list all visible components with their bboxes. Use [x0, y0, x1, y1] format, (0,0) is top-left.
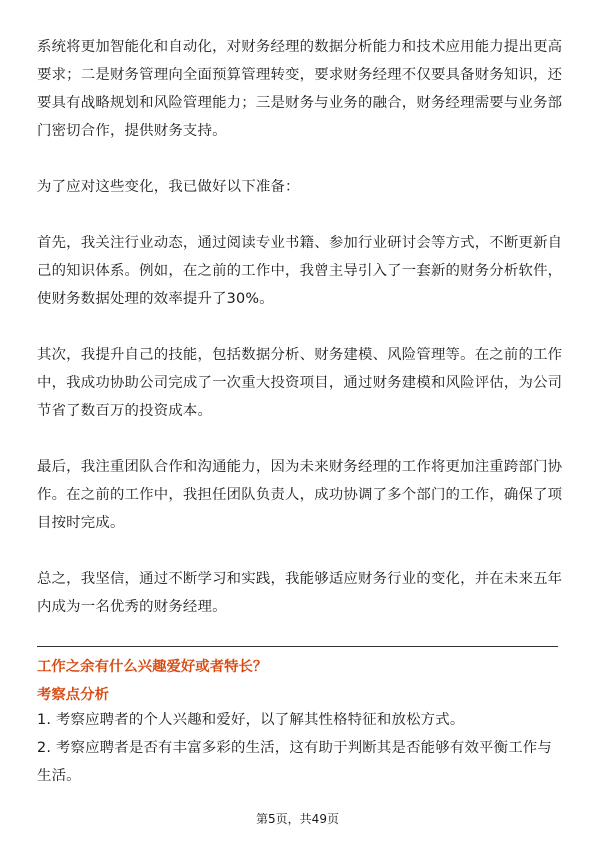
- paragraph-last: 最后，我注重团队合作和沟通能力，因为未来财务经理的工作将更加注重跨部门协作。在之前的工作中，我担任团队负责人，成功协调了多个部门的工作，确保了项目按时完成。: [37, 459, 563, 531]
- paragraph-preparation-intro: 为了应对这些变化，我已做好以下准备：: [37, 179, 300, 195]
- page-number: 第5页，共49页: [256, 812, 339, 826]
- section-divider: [37, 646, 558, 647]
- analysis-heading: 考察点分析: [37, 687, 109, 703]
- paragraph-second: 其次，我提升自己的技能，包括数据分析、财务建模、风险管理等。在之前的工作中，我成功协助公司完成了一次重大投资项目，通过财务建模和风险评估，为公司节省了数百万的投资成本。: [37, 347, 563, 419]
- analysis-point-2: 2. 考察应聘者是否有丰富多彩的生活，这有助于判断其是否能够有效平衡工作与生活。: [37, 740, 552, 784]
- paragraph-trends: 系统将更加智能化和自动化，对财务经理的数据分析能力和技术应用能力提出更高要求；二是财务管理向全面预算管理转变，要求财务经理不仅要具备财务知识，还要具有战略规划和风险管理能力；三是财务与业务的融合，财务经理需要与业务部门密切合作，提供财务支持。: [37, 39, 563, 139]
- paragraph-conclusion: 总之，我坚信，通过不断学习和实践，我能够适应财务行业的变化，并在未来五年内成为一名优秀的财务经理。: [37, 571, 563, 615]
- paragraph-first: 首先，我关注行业动态，通过阅读专业书籍、参加行业研讨会等方式，不断更新自己的知识体系。例如，在之前的工作中，我曾主导引入了一套新的财务分析软件，使财务数据处理的效率提升了30%。: [37, 235, 563, 307]
- question-heading: 工作之余有什么兴趣爱好或者特长？: [37, 659, 268, 675]
- analysis-point-1: 1. 考察应聘者的个人兴趣和爱好，以了解其性格特征和放松方式。: [37, 712, 465, 728]
